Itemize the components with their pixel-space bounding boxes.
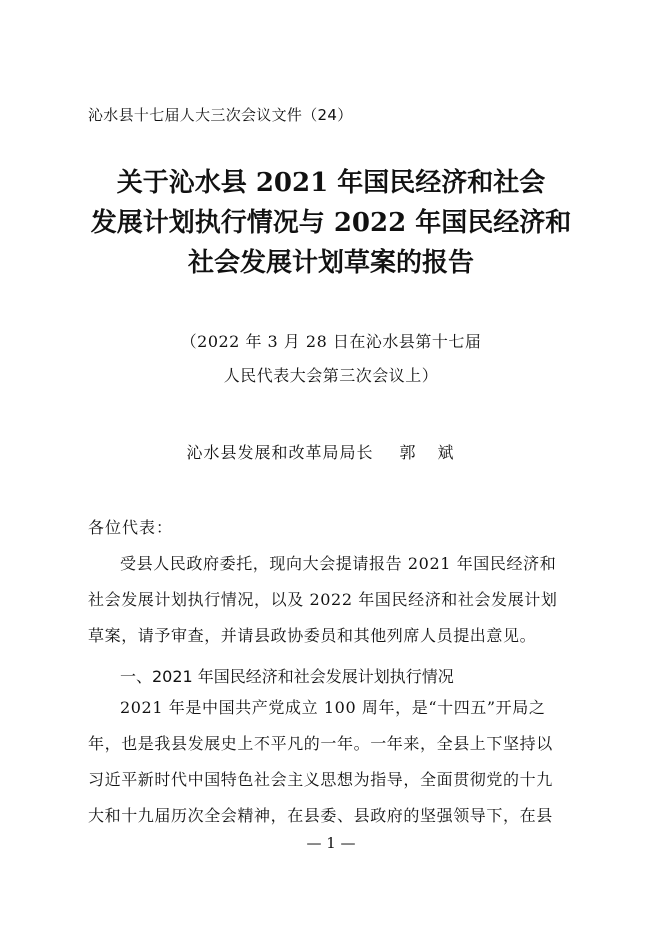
paragraph-line: 习近平新时代中国特色社会主义思想为指导，全面贯彻党的十九 [88, 770, 553, 789]
subtitle-line-2: 人民代表大会第三次会议上） [223, 366, 439, 385]
author-line [0, 440, 662, 463]
section1-paragraph [88, 690, 578, 834]
paragraph-line: 2021 年是中国共产党成立 100 周年，是“十四五”开局之 [120, 698, 546, 717]
subtitle-line-1: （2022 年 3 月 28 日在沁水县第十七届 [180, 332, 482, 351]
title-line-2: 发展计划执行情况与 2022 年国民经济和 [90, 208, 572, 238]
title-line-3: 社会发展计划草案的报告 [187, 248, 474, 278]
intro-paragraph [88, 546, 578, 654]
page-number: — 1 — [306, 834, 356, 852]
paragraph-line: 草案，请予审查，并请县政协委员和其他列席人员提出意见。 [88, 626, 537, 645]
report-title [0, 163, 662, 283]
title-line-1: 关于沁水县 2021 年国民经济和社会 [116, 168, 546, 198]
paragraph-line: 大和十九届历次全会精神，在县委、县政府的坚强领导下，在县 [88, 806, 553, 825]
document-number: 沁水县十七届人大三次会议文件（24） [88, 106, 353, 124]
author-name: 郭斌 [399, 443, 476, 462]
paragraph-line: 受县人民政府委托，现向大会提请报告 2021 年国民经济和 [120, 554, 557, 573]
section-heading-1: 一、2021 年国民经济和社会发展计划执行情况 [120, 667, 454, 686]
report-subtitle [0, 325, 662, 393]
salutation: 各位代表： [88, 518, 174, 537]
paragraph-line: 社会发展计划执行情况，以及 2022 年国民经济和社会发展计划 [88, 590, 558, 609]
paragraph-line: 年，也是我县发展史上不平凡的一年。一年来，全县上下坚持以 [88, 734, 553, 753]
author-title: 沁水县发展和改革局局长 [186, 443, 374, 462]
